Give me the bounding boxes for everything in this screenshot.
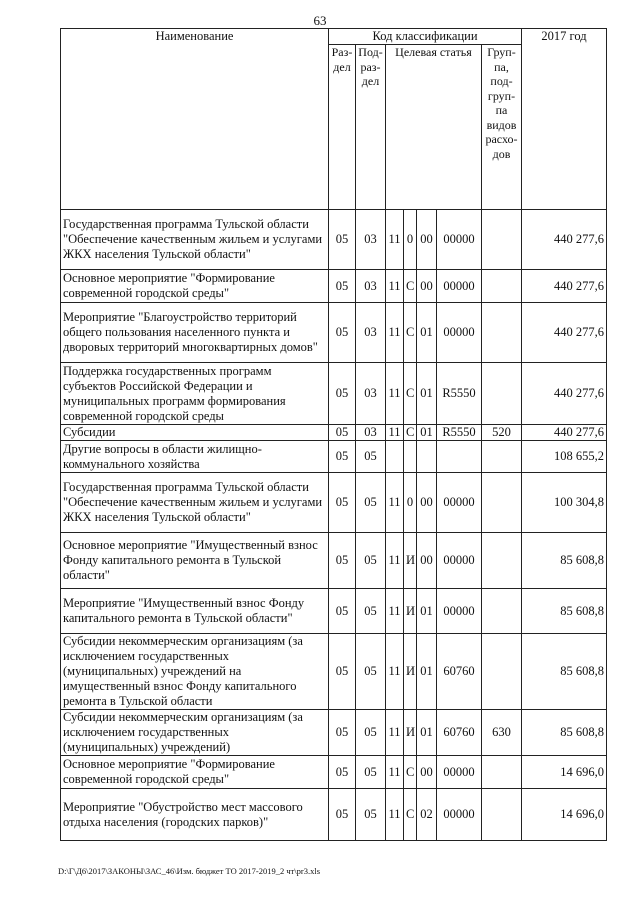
program-code xyxy=(386,441,404,473)
amount-2017: 440 277,6 xyxy=(522,363,607,425)
row-name: Мероприятие "Имущественный взнос Фонду капитального ремонта в Тульской области" xyxy=(61,589,329,634)
direction-code: 00000 xyxy=(437,756,482,789)
event-code: 01 xyxy=(417,589,437,634)
subprogram-code: С xyxy=(404,425,417,441)
program-code: 11 xyxy=(386,533,404,589)
direction-code: 00000 xyxy=(437,303,482,363)
direction-code xyxy=(437,441,482,473)
expense-type-code: 630 xyxy=(482,710,522,756)
header-section: Раз- дел xyxy=(329,45,356,210)
event-code: 00 xyxy=(417,210,437,270)
section-code: 05 xyxy=(329,425,356,441)
program-code: 11 xyxy=(386,363,404,425)
direction-code: R5550 xyxy=(437,363,482,425)
subsection-code: 05 xyxy=(356,634,386,710)
table-row xyxy=(61,270,607,303)
subprogram-code: И xyxy=(404,589,417,634)
subsection-code: 03 xyxy=(356,363,386,425)
section-code: 05 xyxy=(329,441,356,473)
header-name: Наименование xyxy=(61,29,329,210)
subprogram-code: С xyxy=(404,303,417,363)
subsection-code: 03 xyxy=(356,270,386,303)
table-row xyxy=(61,789,607,841)
program-code: 11 xyxy=(386,303,404,363)
table-row xyxy=(61,210,607,270)
amount-2017: 108 655,2 xyxy=(522,441,607,473)
header-subsection: Под- раз- дел xyxy=(356,45,386,210)
event-code: 01 xyxy=(417,425,437,441)
expense-type-code xyxy=(482,270,522,303)
direction-code: 00000 xyxy=(437,473,482,533)
event-code: 01 xyxy=(417,363,437,425)
subprogram-code: И xyxy=(404,634,417,710)
direction-code: R5550 xyxy=(437,425,482,441)
table-row xyxy=(61,425,607,441)
section-code: 05 xyxy=(329,756,356,789)
subprogram-code: 0 xyxy=(404,210,417,270)
expense-type-code xyxy=(482,756,522,789)
subprogram-code: С xyxy=(404,789,417,841)
section-code: 05 xyxy=(329,210,356,270)
table-row xyxy=(61,473,607,533)
amount-2017: 14 696,0 xyxy=(522,756,607,789)
direction-code: 00000 xyxy=(437,270,482,303)
direction-code: 00000 xyxy=(437,589,482,634)
budget-table xyxy=(60,28,607,841)
program-code: 11 xyxy=(386,270,404,303)
section-code: 05 xyxy=(329,789,356,841)
event-code xyxy=(417,441,437,473)
section-code: 05 xyxy=(329,270,356,303)
subsection-code: 05 xyxy=(356,710,386,756)
program-code: 11 xyxy=(386,473,404,533)
program-code: 11 xyxy=(386,425,404,441)
amount-2017: 85 608,8 xyxy=(522,589,607,634)
table-row xyxy=(61,589,607,634)
row-name: Субсидии xyxy=(61,425,329,441)
subprogram-code: И xyxy=(404,533,417,589)
amount-2017: 440 277,6 xyxy=(522,270,607,303)
row-name: Мероприятие "Благоустройство территорий общего пользования населенного пункта и дворовых территорий многоквартирных домов" xyxy=(61,303,329,363)
direction-code: 00000 xyxy=(437,533,482,589)
page-number: 63 xyxy=(313,13,327,28)
expense-type-code xyxy=(482,473,522,533)
subprogram-code: С xyxy=(404,363,417,425)
program-code: 11 xyxy=(386,756,404,789)
table-row xyxy=(61,303,607,363)
expense-type-code xyxy=(482,634,522,710)
event-code: 02 xyxy=(417,789,437,841)
subsection-code: 05 xyxy=(356,473,386,533)
expense-type-code xyxy=(482,303,522,363)
section-code: 05 xyxy=(329,473,356,533)
table-row xyxy=(61,756,607,789)
table-row xyxy=(61,710,607,756)
expense-type-code xyxy=(482,533,522,589)
expense-type-code xyxy=(482,441,522,473)
direction-code: 60760 xyxy=(437,710,482,756)
direction-code: 00000 xyxy=(437,210,482,270)
amount-2017: 440 277,6 xyxy=(522,425,607,441)
subsection-code: 03 xyxy=(356,303,386,363)
subprogram-code: И xyxy=(404,710,417,756)
expense-type-code xyxy=(482,789,522,841)
section-code: 05 xyxy=(329,589,356,634)
section-code: 05 xyxy=(329,363,356,425)
program-code: 11 xyxy=(386,589,404,634)
program-code: 11 xyxy=(386,634,404,710)
amount-2017: 14 696,0 xyxy=(522,789,607,841)
row-name: Основное мероприятие "Формирование современной городской среды" xyxy=(61,756,329,789)
event-code: 00 xyxy=(417,270,437,303)
event-code: 00 xyxy=(417,473,437,533)
header-expense-group: Груп- па, под- груп- па видов расхо- дов xyxy=(482,45,522,210)
table-row xyxy=(61,441,607,473)
row-name: Основное мероприятие "Формирование современной городской среды" xyxy=(61,270,329,303)
expense-type-code: 520 xyxy=(482,425,522,441)
row-name: Поддержка государственных программ субъектов Российской Федерации и муниципальных программ формирования современной городской среды xyxy=(61,363,329,425)
table-row xyxy=(61,533,607,589)
program-code: 11 xyxy=(386,210,404,270)
header-classification: Код классификации xyxy=(329,29,522,45)
event-code: 01 xyxy=(417,710,437,756)
row-name: Государственная программа Тульской области "Обеспечение качественным жильем и услугами ЖКХ населения Тульской области" xyxy=(61,210,329,270)
row-name: Мероприятие "Обустройство мест массового отдыха населения (городских парков)" xyxy=(61,789,329,841)
subprogram-code: С xyxy=(404,756,417,789)
expense-type-code xyxy=(482,210,522,270)
row-name: Субсидии некоммерческим организациям (за исключением государственных (муниципальных) учреждений на имущественный взнос Фонду капитального ремонта в Тульской области xyxy=(61,634,329,710)
subsection-code: 05 xyxy=(356,756,386,789)
row-name: Основное мероприятие "Имущественный взнос Фонду капитального ремонта в Тульской области" xyxy=(61,533,329,589)
subsection-code: 05 xyxy=(356,533,386,589)
subsection-code: 05 xyxy=(356,789,386,841)
amount-2017: 440 277,6 xyxy=(522,303,607,363)
subsection-code: 05 xyxy=(356,441,386,473)
event-code: 00 xyxy=(417,533,437,589)
program-code: 11 xyxy=(386,710,404,756)
row-name: Государственная программа Тульской области "Обеспечение качественным жильем и услугами ЖКХ населения Тульской области" xyxy=(61,473,329,533)
program-code: 11 xyxy=(386,789,404,841)
subsection-code: 03 xyxy=(356,425,386,441)
subsection-code: 05 xyxy=(356,589,386,634)
subprogram-code: 0 xyxy=(404,473,417,533)
subsection-code: 03 xyxy=(356,210,386,270)
section-code: 05 xyxy=(329,710,356,756)
section-code: 05 xyxy=(329,533,356,589)
header-year: 2017 год xyxy=(522,29,607,210)
section-code: 05 xyxy=(329,634,356,710)
direction-code: 00000 xyxy=(437,789,482,841)
file-path-footer: D:\Г\Д6\2017\ЗАКОНЫ\ЗАС_46\Изм. бюджет ТО 2017-2019_2 чт\pr3.xls xyxy=(58,866,321,876)
amount-2017: 100 304,8 xyxy=(522,473,607,533)
table-row xyxy=(61,634,607,710)
event-code: 01 xyxy=(417,303,437,363)
expense-type-code xyxy=(482,363,522,425)
amount-2017: 85 608,8 xyxy=(522,710,607,756)
row-name: Другие вопросы в области жилищно-коммунального хозяйства xyxy=(61,441,329,473)
row-name: Субсидии некоммерческим организациям (за исключением государственных (муниципальных) учреждений) xyxy=(61,710,329,756)
expense-type-code xyxy=(482,589,522,634)
event-code: 00 xyxy=(417,756,437,789)
amount-2017: 440 277,6 xyxy=(522,210,607,270)
amount-2017: 85 608,8 xyxy=(522,533,607,589)
subprogram-code: С xyxy=(404,270,417,303)
header-target-article: Целевая статья xyxy=(386,45,482,210)
section-code: 05 xyxy=(329,303,356,363)
amount-2017: 85 608,8 xyxy=(522,634,607,710)
table-row xyxy=(61,363,607,425)
subprogram-code xyxy=(404,441,417,473)
event-code: 01 xyxy=(417,634,437,710)
direction-code: 60760 xyxy=(437,634,482,710)
